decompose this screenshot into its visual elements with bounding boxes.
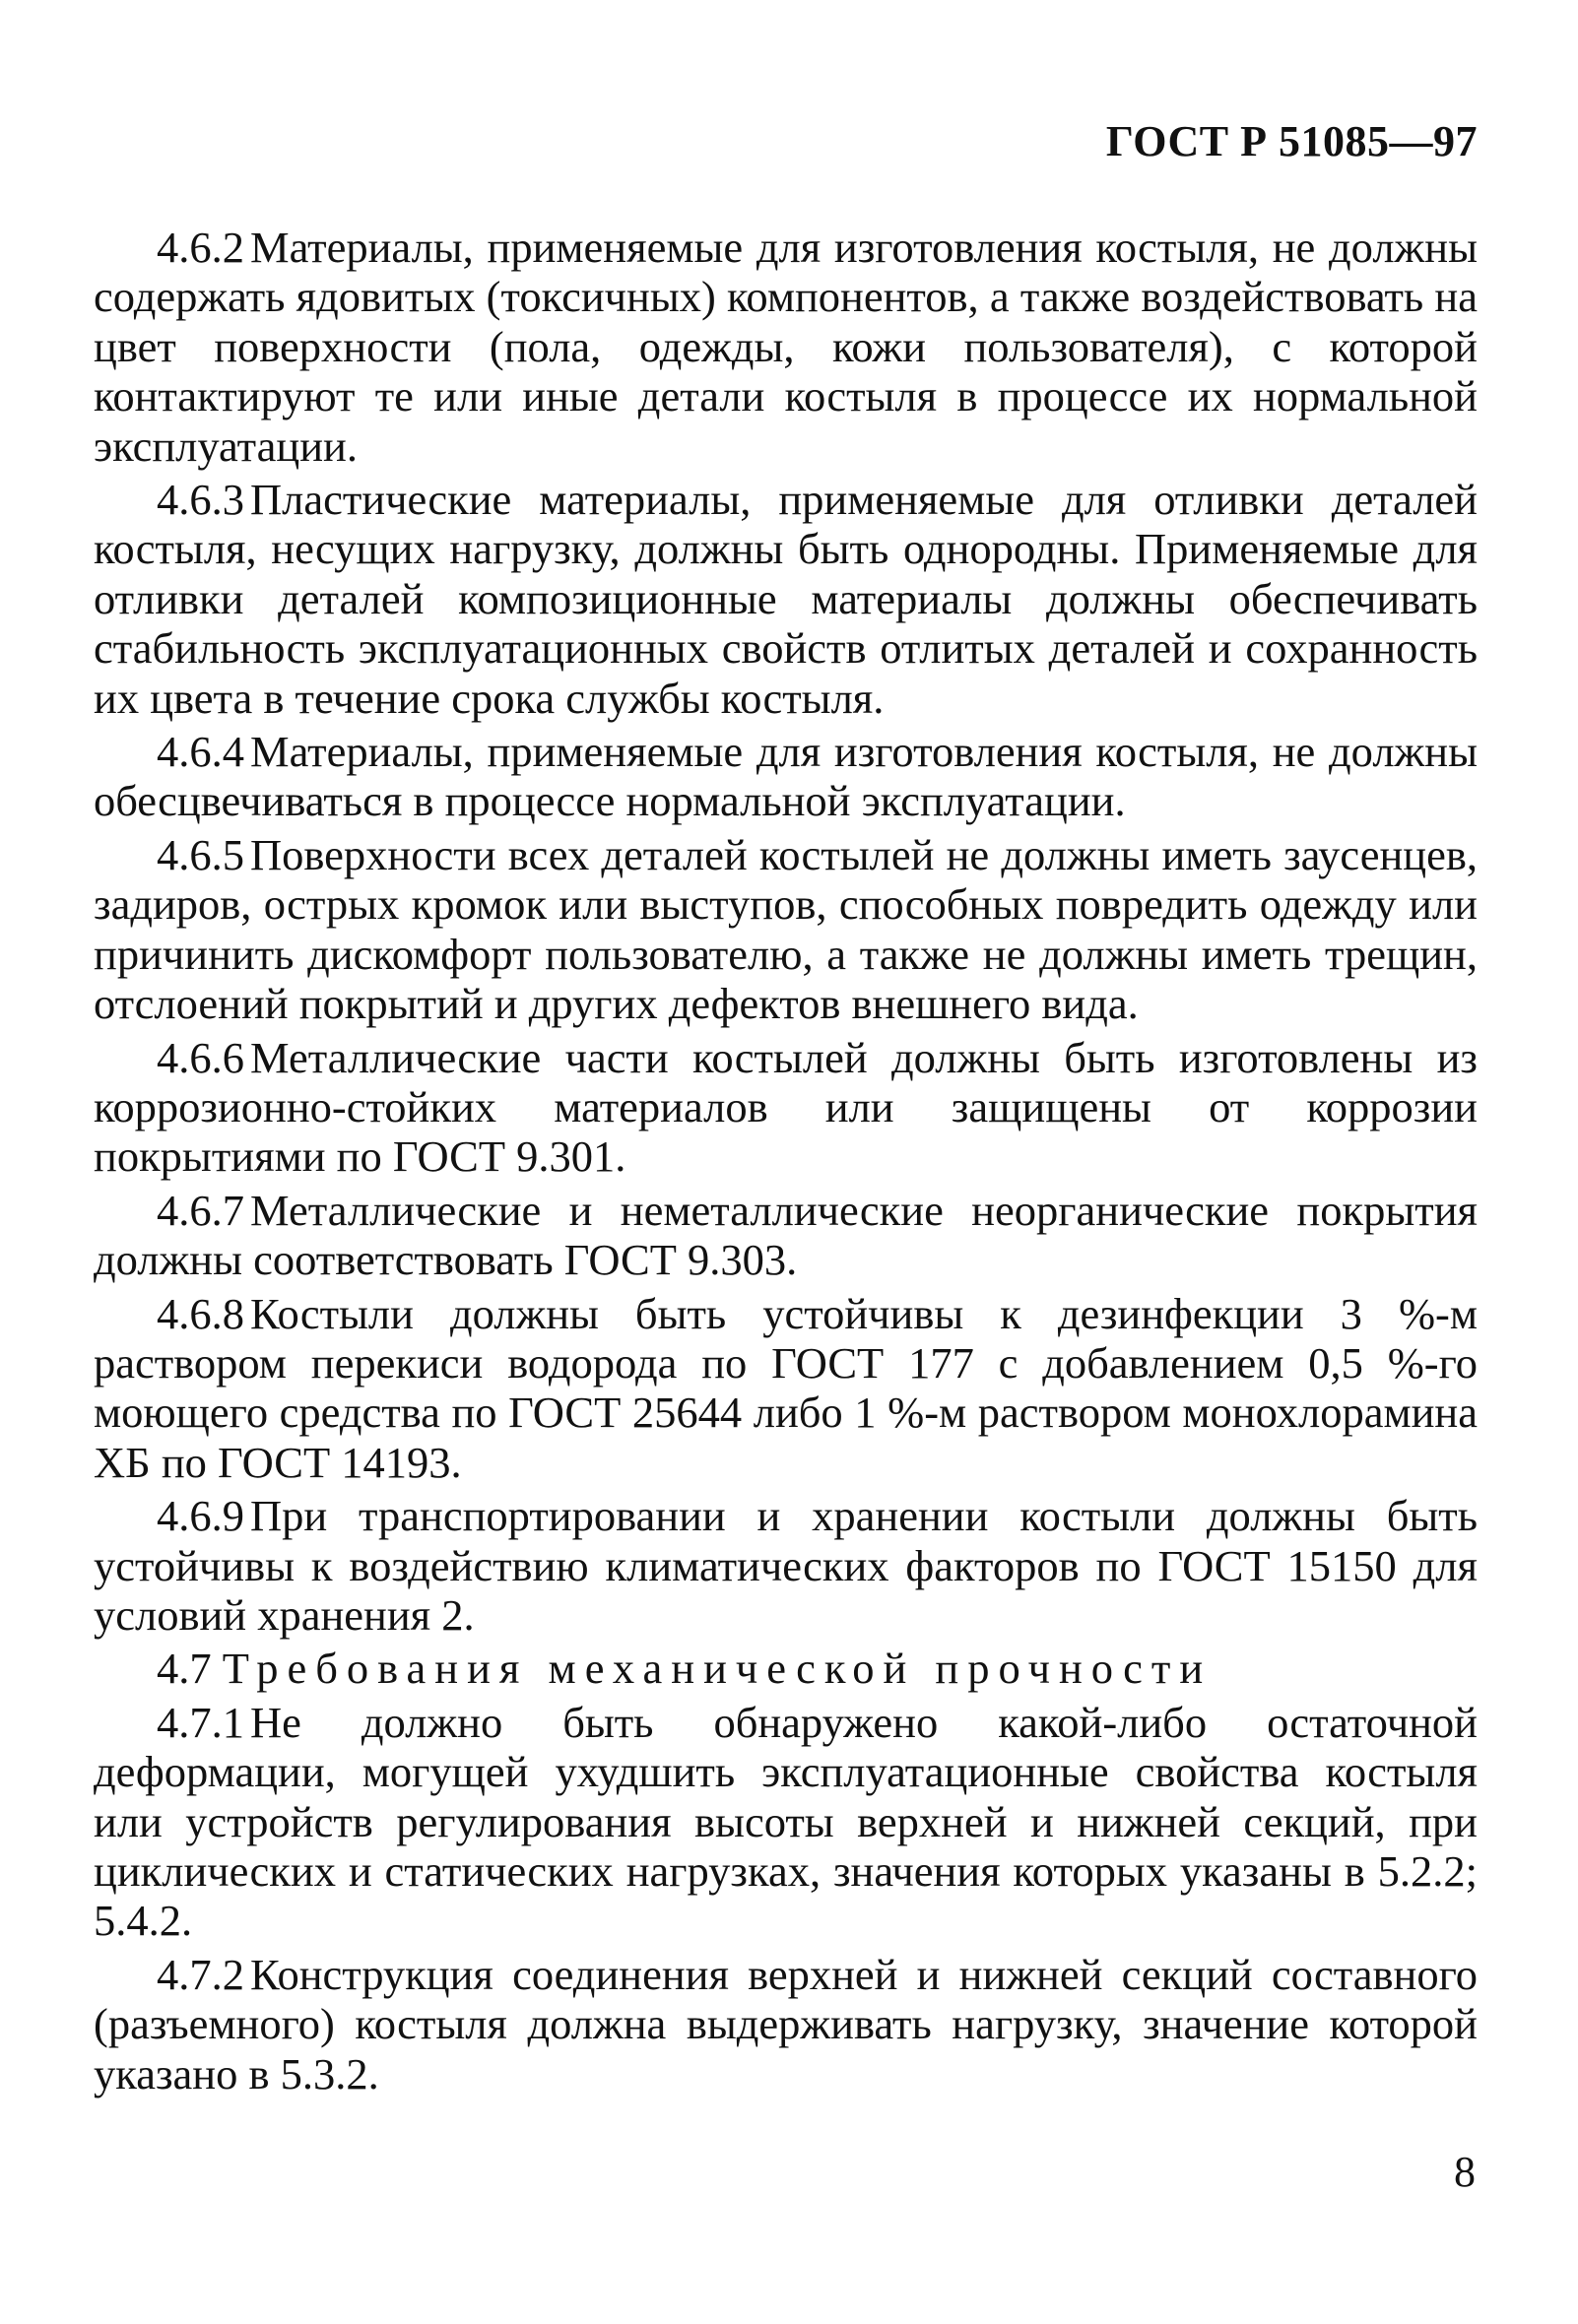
page-number: 8 <box>1454 2148 1476 2196</box>
paragraph-text: Не должно быть обнаружено какой-либо остаточной деформации, могущей ухудшить эксплуатационные свойства костыля или устройств регулирования высоты верхней и нижней секций, при циклических и статических нагрузках, значения которых указаны в 5.2.2; 5.4.2. <box>94 1697 1478 1946</box>
paragraph-text: Конструкция соединения верхней и нижней секций составного (разъемного) костыля должна выдерживать нагрузку, значение которой указано в 5.3.2. <box>94 1949 1478 2098</box>
paragraph-number: 4.7.1 <box>157 1697 244 1747</box>
paragraph-text: При транспортировании и хранении костыли должны быть устойчивы к воздействию климатических факторов по ГОСТ 15150 для условий хранения 2. <box>94 1491 1478 1640</box>
section-title: Требования механической прочности <box>222 1644 1213 1694</box>
paragraph-text: Костыли должны быть устойчивы к дезинфекции 3 %-м раствором перекиси водорода по ГОСТ 177 с добавлением 0,5 %-го моющего средства по ГОСТ 25644 либо 1 %-м раствором монохлорамина ХБ по ГОСТ 14193. <box>94 1288 1478 1487</box>
paragraph-4-6-3 <box>94 475 1478 723</box>
paragraph-number: 4.6.6 <box>157 1032 244 1082</box>
paragraph-text: Поверхности всех деталей костылей не должны иметь заусенцев, задиров, острых кромок или выступов, способных повредить одежду или причинить дискомфорт пользователю, а также не должны иметь трещин, отслоений покрытий и других дефектов внешнего вида. <box>94 829 1478 1029</box>
paragraph-4-7-2 <box>94 1950 1478 2098</box>
paragraph-number: 4.6.9 <box>157 1491 244 1541</box>
paragraph-text: Материалы, применяемые для изготовления костыля, не должны обесцвечиваться в процессе нормальной эксплуатации. <box>94 727 1478 826</box>
paragraph-4-6-7 <box>94 1186 1478 1285</box>
paragraph-text: Материалы, применяемые для изготовления костыля, не должны содержать ядовитых (токсичных) компонентов, а также воздействовать на цвет поверхности (пола, одежды, кожи пользователя), с которой контактируют те или иные детали костыля в процессе их нормальной эксплуатации. <box>94 223 1478 471</box>
paragraph-number: 4.7.2 <box>157 1949 244 1999</box>
paragraph-number: 4.6.8 <box>157 1288 244 1338</box>
paragraph-text: Пластические материалы, применяемые для отливки деталей костыля, несущих нагрузку, должны быть однородны. Применяемые для отливки деталей композиционные материалы должны обеспечивать стабильность эксплуатационных свойств отлитых деталей и сохранность их цвета в течение срока службы костыля. <box>94 475 1478 723</box>
paragraph-text: Металлические части костылей должны быть изготовлены из коррозионно-стойких материалов или защищены от коррозии покрытиями по ГОСТ 9.301. <box>94 1032 1478 1182</box>
paragraph-4-7-1 <box>94 1698 1478 1946</box>
paragraph-4-6-9 <box>94 1491 1478 1640</box>
standard-header: ГОСТ Р 51085—97 <box>1105 117 1478 165</box>
paragraph-number: 4.6.7 <box>157 1185 244 1235</box>
body-text <box>94 223 1478 2102</box>
paragraph-4-6-5 <box>94 830 1478 1029</box>
paragraph-4-6-8 <box>94 1289 1478 1488</box>
paragraph-text: Металлические и неметаллические неорганические покрытия должны соответствовать ГОСТ 9.303. <box>94 1185 1478 1285</box>
document-page <box>94 0 1478 2324</box>
section-heading-4-7 <box>94 1644 1478 1693</box>
paragraph-number: 4.6.5 <box>157 829 244 879</box>
paragraph-number: 4.6.3 <box>157 475 244 525</box>
paragraph-4-6-6 <box>94 1033 1478 1182</box>
paragraph-4-6-2 <box>94 223 1478 471</box>
paragraph-4-6-4 <box>94 727 1478 826</box>
paragraph-number: 4.6.2 <box>157 223 244 272</box>
section-number: 4.7 <box>157 1644 212 1694</box>
paragraph-number: 4.6.4 <box>157 727 244 777</box>
